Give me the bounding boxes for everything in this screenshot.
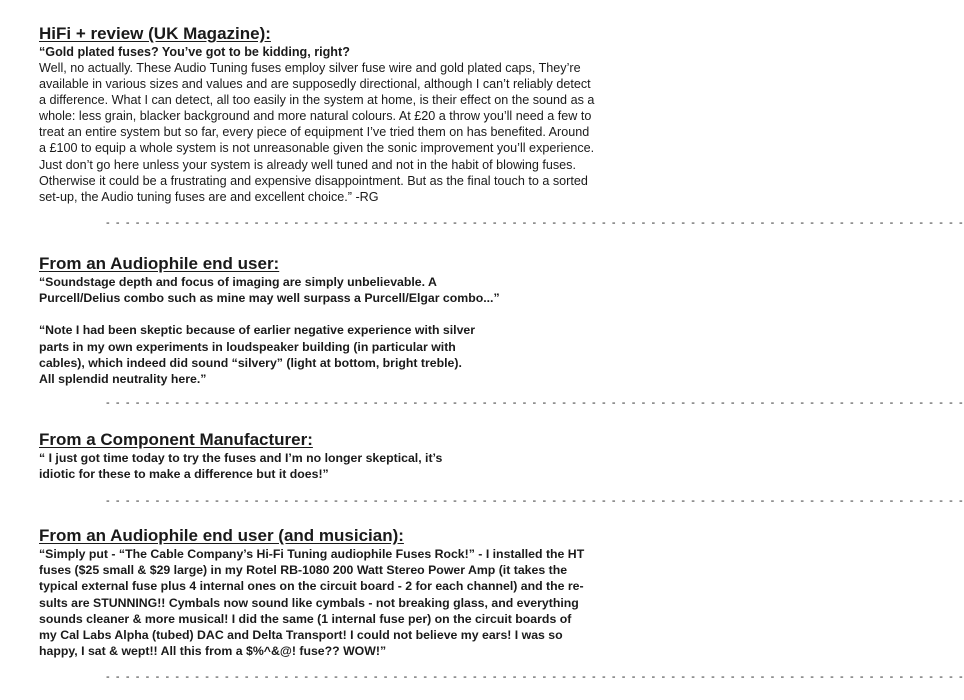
body-line: set-up, the Audio tuning fuses are and excellent choice.” -RG	[39, 189, 379, 204]
body-line: available in various sizes and values and are supposedly directional, although I can’t reliably detect	[39, 77, 591, 92]
body-line: Just don’t go here unless your system is already well tuned and not in the habit of blowing fuses.	[39, 157, 576, 172]
section-musician	[39, 526, 635, 659]
section-hifi-review	[39, 24, 635, 205]
quote-line: idiotic for these to make a difference but it does!”	[39, 467, 329, 482]
section-heading: From an Audiophile end user:	[39, 254, 280, 273]
body-line: a difference. What I can detect, all too easily in the system at home, is their effect on the sound as a	[39, 93, 595, 108]
quote-line: cables), which indeed did sound “silvery” (light at bottom, bright treble).	[39, 355, 462, 370]
body-line: a £100 to equip a whole system is not unreasonable given the sonic improvement you’ll experience.	[39, 141, 595, 156]
review-lead-quote: “Gold plated fuses? You’ve got to be kidding, right?	[39, 45, 350, 59]
quote-line: typical external fuse plus 4 internal ones on the circuit board - 2 for each channel) and the re-	[39, 579, 584, 594]
quote-line: All splendid neutrality here.”	[39, 372, 207, 387]
body-line: treat an entire system but so far, every piece of equipment I’ve tried them on has benefited. Around	[39, 125, 590, 140]
quote-line: my Cal Labs Alpha (tubed) DAC and Delta Transport! I could not believe my ears! I was so	[39, 628, 563, 643]
quote-line: “Note I had been skeptic because of earlier negative experience with silver	[39, 323, 476, 338]
section-heading: From an Audiophile end user (and musician):	[39, 526, 404, 545]
dashed-divider: - - - - - - - - - - - - - - - - - - - - - - - - - - - - - - - - - - - - - - - - - - - - - - - - - - - - - - - - - - - - - - - - - - - - - - - - - - - - - - - - - - - - - - -	[106, 397, 964, 409]
review-body	[39, 60, 635, 205]
quote-line: sounds cleaner & more musical! I did the same (1 internal fuse per) on the circuit boards of	[39, 611, 572, 626]
dashed-divider: - - - - - - - - - - - - - - - - - - - - - - - - - - - - - - - - - - - - - - - - - - - - - - - - - - - - - - - - - - - - - - - - - - - - - - - - - - - - - - - - - - - - - - -	[106, 671, 964, 683]
quote-line: Purcell/Delius combo such as mine may well surpass a Purcell/Elgar combo...”	[39, 291, 500, 306]
musician-quote	[39, 546, 635, 659]
quote-line: parts in my own experiments in loudspeaker building (in particular with	[39, 339, 456, 354]
section-heading: From a Component Manufacturer:	[39, 430, 313, 449]
section-heading: HiFi + review (UK Magazine):	[39, 24, 271, 43]
manufacturer-quote	[39, 450, 635, 482]
quote-line: sults are STUNNING!! Cymbals now sound like cymbals - not breaking glass, and everything	[39, 595, 579, 610]
body-line: Otherwise it could be a frustrating and expensive disappointment. But as the final touch to a sorted	[39, 173, 588, 188]
quote-line: happy, I sat & wept!! All this from a $%^&@! fuse?? WOW!”	[39, 644, 387, 659]
user-quote-2	[39, 322, 635, 387]
user-quote-1	[39, 274, 635, 306]
quote-line: “Soundstage depth and focus of imaging are simply unbelievable. A	[39, 275, 437, 289]
section-component-manufacturer	[39, 430, 635, 482]
quote-line: “ I just got time today to try the fuses and I’m no longer skeptical, it’s	[39, 451, 443, 465]
dashed-divider: - - - - - - - - - - - - - - - - - - - - - - - - - - - - - - - - - - - - - - - - - - - - - - - - - - - - - - - - - - - - - - - - - - - - - - - - - - - - - - - - - - - - - - -	[106, 495, 964, 507]
body-line: Well, no actually. These Audio Tuning fuses employ silver fuse wire and gold plated caps, They’re	[39, 61, 581, 75]
quote-line: “Simply put - “The Cable Company’s Hi-Fi Tuning audiophile Fuses Rock!” - I installed the HT	[39, 547, 585, 561]
dashed-divider: - - - - - - - - - - - - - - - - - - - - - - - - - - - - - - - - - - - - - - - - - - - - - - - - - - - - - - - - - - - - - - - - - - - - - - - - - - - - - - - - - - - - - - -	[106, 217, 964, 229]
quote-line: fuses ($25 small & $29 large) in my Rotel RB-1080 200 Watt Stereo Power Amp (it takes the	[39, 563, 568, 578]
section-audiophile-user	[39, 254, 635, 387]
body-line: whole: less grain, blacker background and more natural colours. At £20 a throw you’ll need a few to	[39, 109, 592, 124]
